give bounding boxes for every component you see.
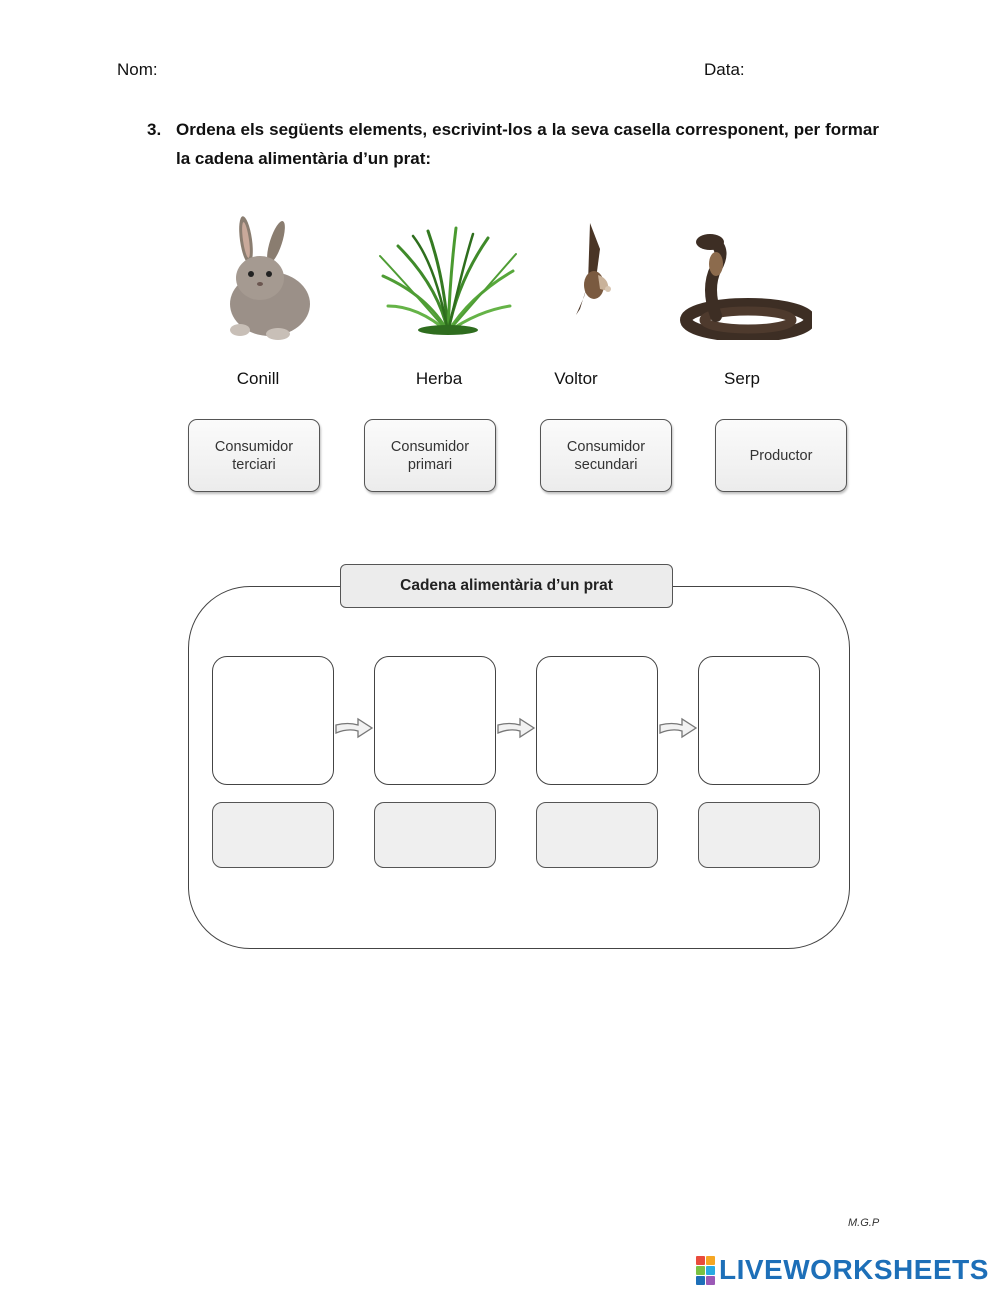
rabbit-icon	[222, 212, 312, 342]
role-line1: Consumidor	[214, 438, 294, 455]
role-card-consumidor-primari[interactable]	[364, 419, 496, 492]
snake-icon	[676, 228, 812, 340]
organism-slot-3[interactable]	[536, 656, 658, 785]
role-line1: Consumidor	[390, 438, 470, 455]
role-slot-2[interactable]	[374, 802, 496, 868]
date-label: Data:	[704, 60, 745, 79]
animal-label-herba: Herba	[415, 369, 463, 388]
role-card-consumidor-secundari[interactable]	[540, 419, 672, 492]
role-line2: primari	[407, 456, 453, 473]
vulture-icon	[550, 219, 614, 343]
author-signature: M.G.P	[848, 1217, 880, 1229]
arrow-right-icon	[658, 716, 698, 740]
role-slot-1[interactable]	[212, 802, 334, 868]
organism-slot-4[interactable]	[698, 656, 820, 785]
role-line1: Productor	[749, 447, 813, 464]
liveworksheets-logo[interactable]	[696, 1253, 989, 1287]
name-label: Nom:	[117, 60, 158, 79]
role-line1: Consumidor	[566, 438, 646, 455]
role-line2: terciari	[232, 456, 276, 473]
animal-label-voltor: Voltor	[554, 369, 598, 388]
arrow-right-icon	[334, 716, 374, 740]
animal-label-serp: Serp	[724, 369, 760, 388]
brand-text: LIVEWORKSHEETS	[719, 1254, 989, 1285]
organism-slot-2[interactable]	[374, 656, 496, 785]
role-card-productor[interactable]	[715, 419, 847, 492]
role-line2: secundari	[574, 456, 638, 473]
grass-icon	[378, 226, 518, 336]
organism-slot-1[interactable]	[212, 656, 334, 785]
animal-label-conill: Conill	[236, 369, 280, 388]
liveworksheets-logo-icon	[696, 1256, 715, 1285]
question-text: Ordena els següents elements, escrivint-los a la seva casella corresponent, per formar la cadena alimentària d’un prat:	[176, 120, 879, 168]
food-chain-title: Cadena alimentària d’un prat	[340, 564, 673, 608]
arrow-right-icon	[496, 716, 536, 740]
role-slot-3[interactable]	[536, 802, 658, 868]
question-number: 3.	[147, 120, 162, 139]
role-slot-4[interactable]	[698, 802, 820, 868]
role-card-consumidor-terciari[interactable]	[188, 419, 320, 492]
